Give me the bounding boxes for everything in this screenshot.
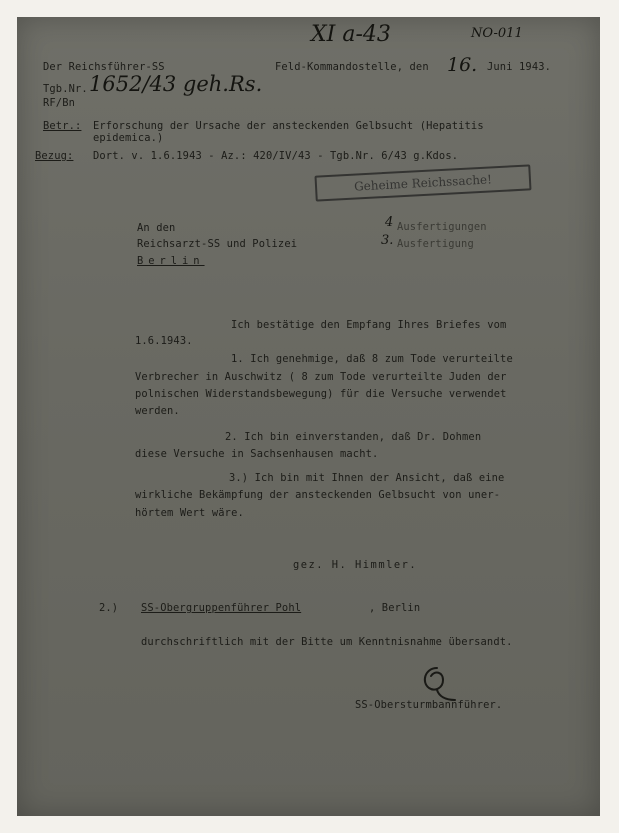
copies-count-2: 3. [381,233,394,248]
file-number-annotation: XI a-43 [311,22,391,47]
month-year: Juni 1943. [487,61,552,73]
copies-line-2: Ausfertigung [397,238,474,250]
recipient-to: An den [137,222,176,234]
paragraph-3-line-2: wirkliche Bekämpfung der ansteckenden Gelbsucht von uner- [135,489,501,501]
distribution-note: durchschriftlich mit der Bitte um Kenntnisnahme übersandt. [141,636,513,648]
paragraph-1-line-3: polnischen Widerstandsbewegung) für die Versuche verwendet [135,388,507,400]
body-intro-2: 1.6.1943. [135,335,193,347]
subject-line-2: epidemica.) [93,132,164,144]
paragraph-2-line-1: 2. Ich bin einverstanden, daß Dr. Dohmen [225,431,482,443]
distribution-recipient: SS-Obergruppenführer Pohl [141,602,302,614]
closing-rank: SS-Obersturmbannführer. [355,699,503,711]
handwritten-tgb-number: 1652/43 geh.Rs. [89,72,263,96]
reference-text: Dort. v. 1.6.1943 - Az.: 420/IV/43 - Tgb.Nr. 6/43 g.Kdos. [93,150,459,162]
distribution-city: , Berlin [369,602,421,614]
recipient-city: Berlin [137,255,205,267]
secret-stamp: Geheime Reichssache! [314,164,531,201]
subject-line-1: Erforschung der Ursache der ansteckenden Gelbsucht (Hepatitis [93,120,484,132]
paragraph-2-line-2: diese Versuche in Sachsenhausen macht. [135,448,379,460]
document-id-annotation: NO-011 [471,26,523,41]
tgb-label: Tgb.Nr. [43,83,88,95]
paragraph-1-line-2: Verbrecher in Auschwitz ( 8 zum Tode verurteilte Juden der [135,371,507,383]
copies-count-1: 4 [385,215,394,230]
paragraph-3-line-3: hörtem Wert wäre. [135,507,244,519]
location-line: Feld-Kommandostelle, den [275,61,429,73]
distribution-number: 2.) [99,602,119,614]
initials-line: RF/Bn [43,97,76,109]
subject-label: Betr.: [43,120,82,132]
document-page [17,17,600,816]
paragraph-3-line-1: 3.) Ich bin mit Ihnen der Ansicht, daß eine [229,472,505,484]
handwritten-day: 16. [447,54,478,76]
copies-line-1: Ausfertigungen [397,221,487,233]
recipient-title: Reichsarzt-SS und Polizei [137,238,298,250]
body-intro-1: Ich bestätige den Empfang Ihres Briefes vom [231,319,507,331]
signature-line: gez. H. Himmler. [293,559,418,571]
reference-label: Bezug: [35,150,74,162]
paragraph-1-line-4: werden. [135,405,180,417]
sender-line: Der Reichsführer-SS [43,61,165,73]
paragraph-1-line-1: 1. Ich genehmige, daß 8 zum Tode verurteilte [231,353,513,365]
